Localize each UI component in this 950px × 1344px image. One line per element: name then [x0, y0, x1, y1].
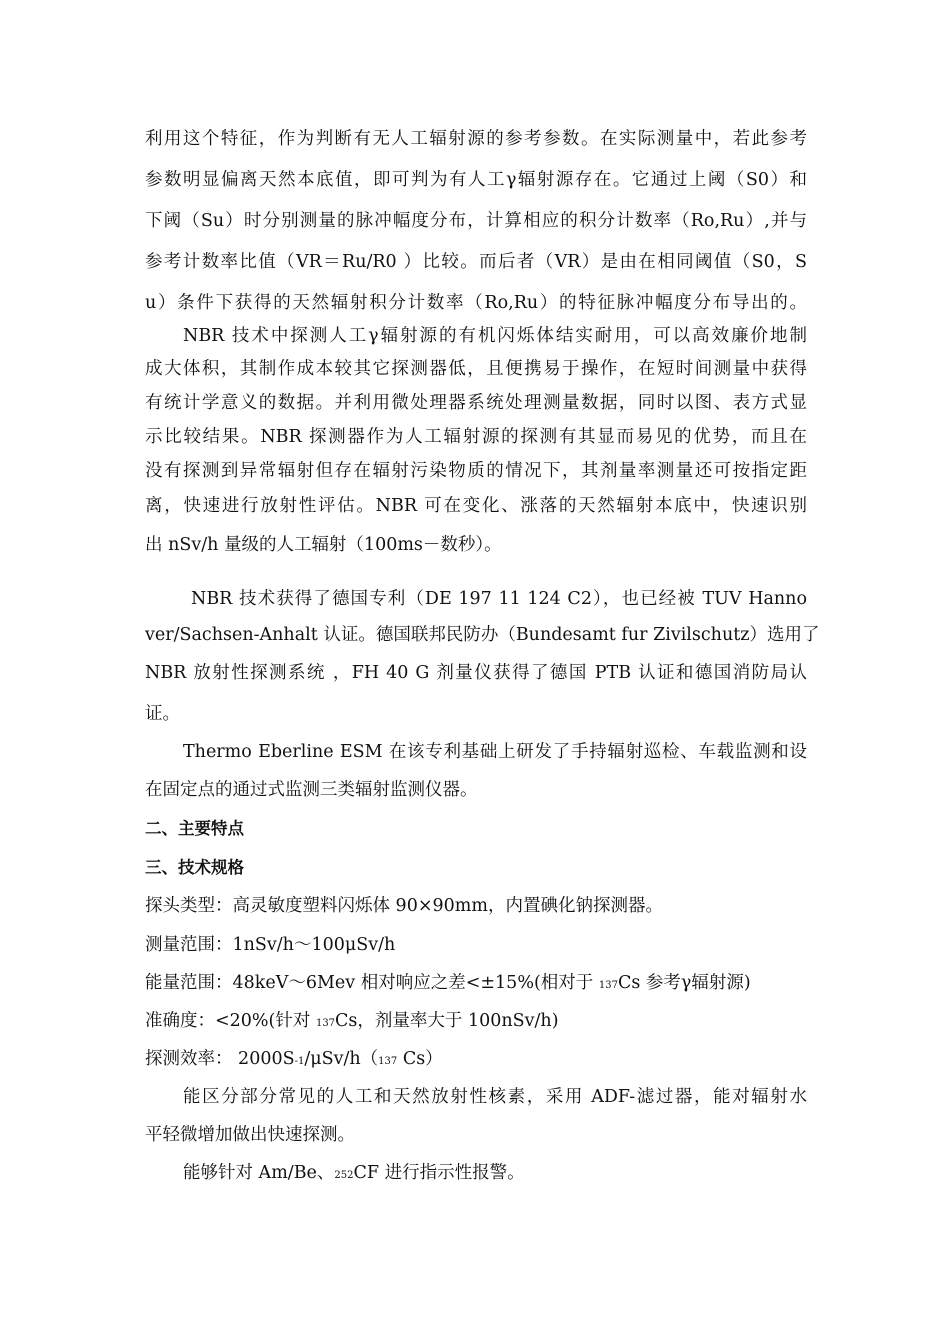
paragraph-line: 出 nSv/h 量级的人工辐射（100ms－数秒）。: [145, 535, 502, 555]
paragraph-line: NBR 技术中探测人工γ辐射源的有机闪烁体结实耐用，可以高效廉价地制: [183, 326, 807, 346]
spec-probe: 探头类型：高灵敏度塑料闪烁体 90×90mm，内置碘化钠探测器。: [145, 896, 663, 916]
paragraph-line: 示比较结果。NBR 探测器作为人工辐射源的探测有其显而易见的优势，而且在: [145, 427, 807, 447]
paragraph-line: 证。: [145, 704, 180, 724]
spec-efficiency: 探测效率： 2000S-1/μSv/h（137 Cs）: [145, 1049, 443, 1069]
spec-accuracy: 准确度：<20%(针对 137Cs，剂量率大于 100nSv/h): [145, 1011, 559, 1031]
section-heading: 三、技术规格: [145, 858, 244, 877]
paragraph-line: 成大体积，其制作成本较其它探测器低，且便携易于操作，在短时间测量中获得: [145, 359, 807, 379]
paragraph-alarm: 能够针对 Am/Be、252CF 进行指示性报警。: [183, 1163, 525, 1183]
paragraph-line: 参考计数率比值（VR＝Ru/R0 ）比较。而后者（VR）是由在相同阈值（S0，S: [145, 252, 807, 272]
spec-energy: 能量范围：48keV～6Mev 相对响应之差<±15%(相对于 137Cs 参考γ辐射源): [145, 973, 751, 993]
paragraph-line: 利用这个特征，作为判断有无人工辐射源的参考参数。在实际测量中，若此参考: [145, 129, 807, 149]
paragraph-line: u）条件下获得的天然辐射积分计数率（Ro,Ru）的特征脉冲幅度分布导出的。: [145, 293, 807, 313]
paragraph-line: 离，快速进行放射性评估。NBR 可在变化、涨落的天然辐射本底中，快速识别: [145, 496, 807, 516]
paragraph-line: 平轻微增加做出快速探测。: [145, 1125, 355, 1145]
paragraph-line: 在固定点的通过式监测三类辐射监测仪器。: [145, 780, 478, 800]
paragraph-line: 下阈（Su）时分别测量的脉冲幅度分布，计算相应的积分计数率（Ro,Ru）,并与: [145, 211, 807, 231]
spec-range: 测量范围：1nSv/h～100μSv/h: [145, 935, 396, 955]
paragraph-line: 能区分部分常见的人工和天然放射性核素，采用 ADF-滤过器，能对辐射水: [183, 1087, 807, 1107]
paragraph-line: Thermo Eberline ESM 在该专利基础上研发了手持辐射巡检、车载监测和设: [183, 742, 807, 762]
paragraph-line: 参数明显偏离天然本底值，即可判为有人工γ辐射源存在。它通过上阈（S0）和: [145, 170, 807, 190]
paragraph-line: NBR 放射性探测系统 ，FH 40 G 剂量仪获得了德国 PTB 认证和德国消防局认: [145, 663, 807, 683]
paragraph-line: NBR 技术获得了德国专利（DE 197 11 124 C2），也已经被 TUV Hanno: [191, 589, 807, 609]
paragraph-line: 没有探测到异常辐射但存在辐射污染物质的情况下，其剂量率测量还可按指定距: [145, 461, 807, 481]
paragraph-line: 有统计学意义的数据。并利用微处理器系统处理测量数据，同时以图、表方式显: [145, 393, 807, 413]
section-heading: 二、主要特点: [145, 819, 244, 838]
paragraph-line: ver/Sachsen-Anhalt 认证。德国联邦民防办（Bundesamt fur Zivilschutz）选用了: [145, 625, 820, 645]
